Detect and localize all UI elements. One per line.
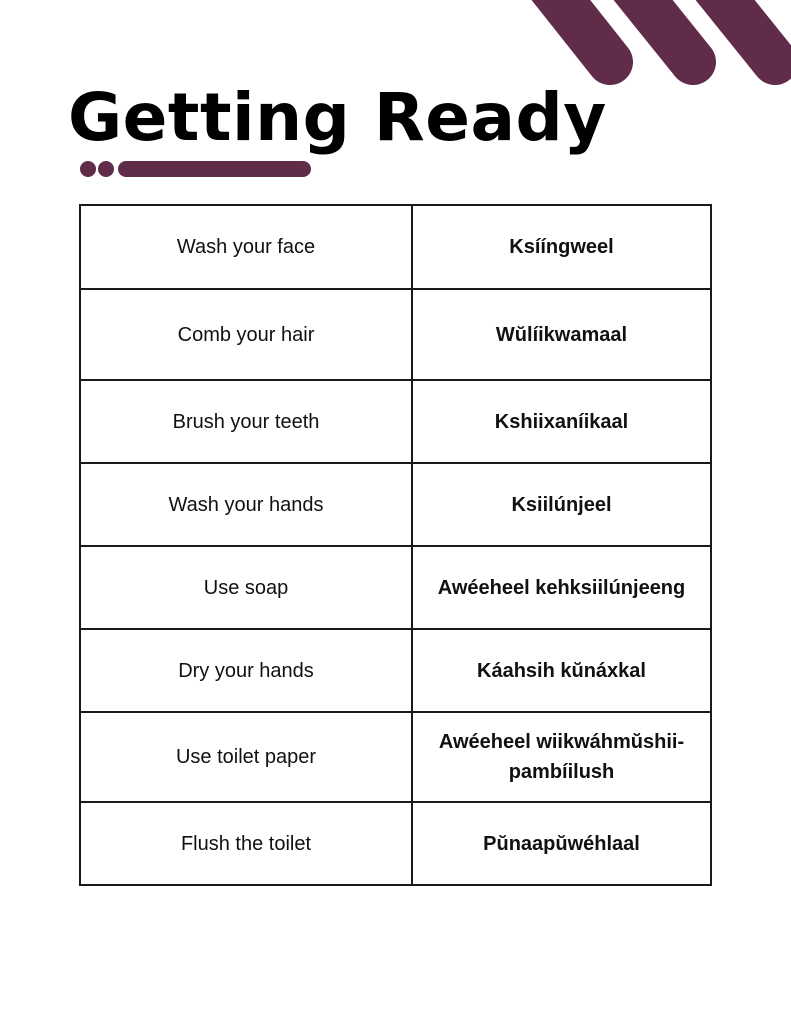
english-cell: Wash your hands [80, 463, 412, 546]
translation-cell: Pŭnaapŭwéhlaal [412, 802, 711, 885]
english-cell: Dry your hands [80, 629, 412, 712]
translation-cell: Awéeheel wiikwáhmŭshii-pambíilush [412, 712, 711, 802]
translation-cell: Ksííngweel [412, 205, 711, 289]
table-row [80, 629, 711, 712]
translation-cell: Ksiilúnjeel [412, 463, 711, 546]
corner-stripe-3 [709, 0, 775, 62]
underline-dot-1 [80, 161, 96, 177]
table-row [80, 463, 711, 546]
english-cell: Use soap [80, 546, 412, 629]
english-cell: Comb your hair [80, 289, 412, 380]
title-underline-bar [118, 161, 311, 177]
english-cell: Flush the toilet [80, 802, 412, 885]
english-cell: Use toilet paper [80, 712, 412, 802]
table-row [80, 380, 711, 463]
translation-cell: Wŭlíikwamaal [412, 289, 711, 380]
page-title: Getting Ready [68, 79, 607, 156]
english-cell: Brush your teeth [80, 380, 412, 463]
table-row [80, 712, 711, 802]
english-cell: Wash your face [80, 205, 412, 289]
translation-cell: Kshiixaníikaal [412, 380, 711, 463]
vocabulary-table [79, 204, 712, 886]
table-row [80, 546, 711, 629]
translation-cell: Awéeheel kehksiilúnjeeng [412, 546, 711, 629]
table-row [80, 205, 711, 289]
corner-stripe-1 [545, 0, 610, 62]
underline-dot-2 [98, 161, 114, 177]
translation-cell: Káahsih kŭnáxkal [412, 629, 711, 712]
table-row [80, 802, 711, 885]
table-row [80, 289, 711, 380]
corner-stripe-2 [627, 0, 693, 62]
